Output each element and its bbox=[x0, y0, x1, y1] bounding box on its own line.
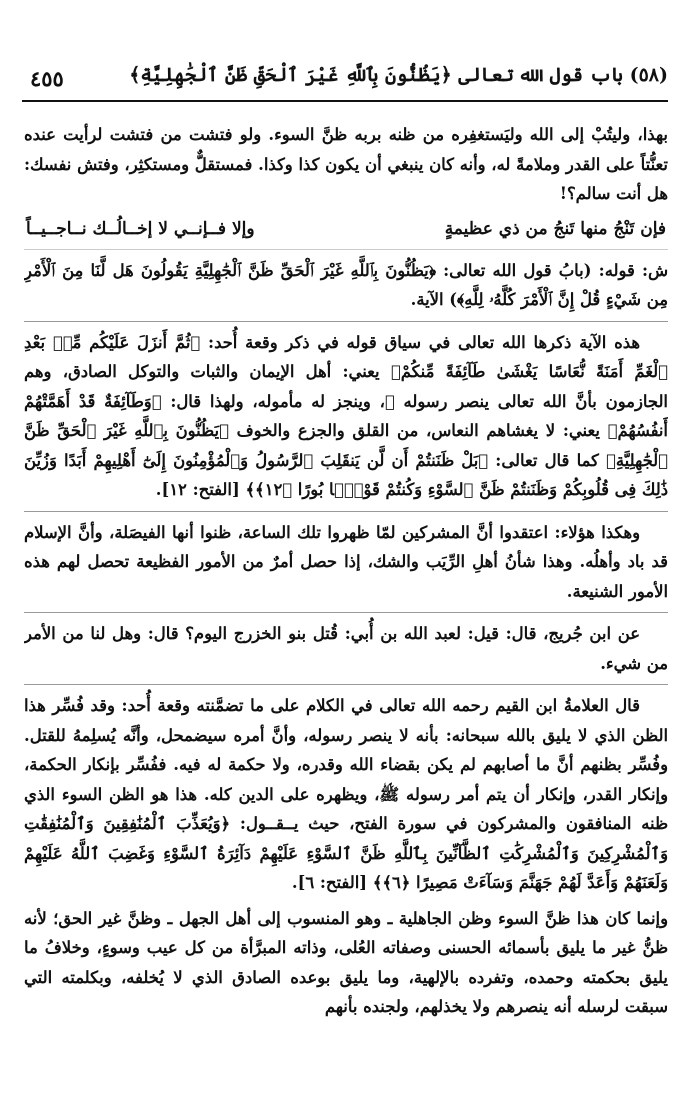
page-number: ٤٥٥ bbox=[30, 66, 64, 91]
commentary-paragraph: وهكذا هؤلاء: اعتقدوا أنَّ المشركين لمّا ظهروا تلك الساعة، ظنوا أنها الفيصَلة، وأنَّ الإسلام قد باد وأهلُه. وهذا شأنُ أهلِ الرِّيَب والشك، إذا حصل أمرٌ من الأمور الفظيعة تحصل لهم هذه الأمور الشنيعة. bbox=[24, 522, 668, 601]
commentary-paragraph: هذه الآية ذكرها الله تعالى في سياق قوله في ذكر وقعة أُحد: ﴿ثُمَّ أَنزَلَ عَلَيْكُم مِّنۢ بَعْدِ ٱلْغَمِّ أَمَنَةً نُّعَاسًا يَغْشَىٰ طَآئِفَةً مِّنكُمْ﴾ يعني: أهل الإيمان والثبات والتوكل الصادق، وهم الجازمون بأنَّ الله تعالى ينصر رسوله ﷺ، وينجز له مأموله، ولهذا قال: ﴿وَطَآئِفَةٌ قَدْ أَهَمَّتْهُمْ أَنفُسُهُمْ﴾ يعني: لا يغشاهم النعاس، من القلق والجزع والخوف ﴿يَظُنُّونَ بِٱللَّهِ غَيْرَ ٱلْحَقِّ ظَنَّ ٱلْجَٰهِلِيَّةِ﴾ كما قال تعالى: ﴿بَلْ ظَنَنتُمْ أَن لَّن يَنقَلِبَ ٱلرَّسُولُ وَٱلْمُؤْمِنُونَ إِلَىٰٓ أَهْلِيهِمْ أَبَدًا وَزُيِّنَ ذَٰلِكَ فِى قُلُوبِكُمْ وَظَنَنتُمْ ظَنَّ ٱلسَّوْءِ وَكُنتُمْ قَوْمًۢا بُورًا ﴿١٢﴾﴾ [الفتح: ١٢]. bbox=[24, 332, 668, 499]
verse-second-hemistich: وإلا فــإنــي لا إخــالُــك نــاجــيــاً bbox=[26, 218, 255, 239]
verse-first-hemistich: فإن تَنْجُ منها تَنجُ من ذي عظيمةٍ bbox=[444, 218, 666, 239]
chapter-title: (٥٨) باب قول الله تعالى ﴿يَظُنُّونَ بِٱللَّهِ غَيْرَ ٱلْحَقِّ ظَنَّ ٱلْجَٰهِلِيَّةِ﴾ bbox=[129, 64, 668, 86]
commentary-paragraph: ش: قوله: (بابُ قول الله تعالى: ﴿يَظُنُّونَ بِٱللَّهِ غَيْرَ ٱلْحَقِّ ظَنَّ ٱلْجَٰهِلِيَّةِ يَقُولُونَ هَل لَّنَا مِنَ ٱلْأَمْرِ مِن شَيْءٍ قُلْ إِنَّ ٱلْأَمْرَ كُلَّهُۥ لِلَّهِ﴾) الآية. bbox=[24, 260, 668, 309]
divider bbox=[24, 612, 668, 613]
page-header bbox=[22, 62, 668, 102]
divider bbox=[24, 511, 668, 512]
divider bbox=[24, 684, 668, 685]
intro-paragraph: بهذا، وليتُبْ إلى الله وليَستغفِره من ظنه بربه ظنَّ السوء. ولو فتشت من فتشت لرأيت عنده تعنُّتاً على القدر وملامةً له، وأنه كان ينبغي أن يكون كذا وكذا. فمستقلٌّ ومستكثِر، وفتش نفسك: هل أنت سالم؟! bbox=[24, 125, 668, 203]
commentary-paragraph: قال العلامةُ ابن القيم رحمه الله تعالى في الكلام على ما تضمَّنته وقعة أُحد: وقد فُسِّر هذا الظن الذي لا يليق بالله سبحانه: بأنه لا ينصر رسوله، وأنَّ أمره سيضمحل، وأنَّه يُسلِمهُ للقتل. وفُسِّر بظنهم أنَّ ما أصابهم لم يكن بقضاء الله وقدره، ولا حكمة له فيه. ففُسِّر بإنكار الحكمة، وإنكار القدر، وإنكار أن يتم أمر رسوله ﷺ، ويظهره على الدين كله. هذا هو الظن السوء الذي ظنه المنافقون والمشركون في سورة الفتح، حيث يــقــول: ﴿وَيُعَذِّبَ ٱلْمُنَٰفِقِينَ وَٱلْمُنَٰفِقَٰتِ وَٱلْمُشْرِكِينَ وَٱلْمُشْرِكَٰتِ ٱلظَّآنِّينَ بِٱللَّهِ ظَنَّ ٱلسَّوْءِ عَلَيْهِمْ دَآئِرَةُ ٱلسَّوْءِ وَغَضِبَ ٱللَّهُ عَلَيْهِمْ وَلَعَنَهُمْ وَأَعَدَّ لَهُمْ جَهَنَّمَ وَسَآءَتْ مَصِيرًا ﴿٦﴾﴾ [الفتح: ٦]. bbox=[24, 696, 668, 892]
page-body bbox=[24, 120, 668, 1104]
commentary-paragraph: وإنما كان هذا ظنَّ السوء وظن الجاهلية ـ وهو المنسوب إلى أهل الجهل ـ وظنَّ غير الحق؛ لأنه ظنُّ غير ما يليق بأسمائه الحسنى وصفاته العُلى، وذاته المبرَّأة من كل عيب وسوءٍ، وخلافُ ما يليق بحكمته وحمده، وتفرده بالإلهية، وما يليق بوعده الصادق الذي لا يُخلفه، وبكلمته التي سبقت لرسله أنه ينصرهم ولا يخذلهم، ولجنده بأنهم bbox=[24, 908, 668, 1016]
poetry-verse bbox=[24, 215, 668, 250]
divider bbox=[24, 321, 668, 322]
commentary-paragraph: عن ابن جُريج، قال: قيل: لعبد الله بن أُبي: قُتل بنو الخزرج اليوم؟ قال: وهل لنا من الأمر من شيء. bbox=[24, 624, 668, 673]
